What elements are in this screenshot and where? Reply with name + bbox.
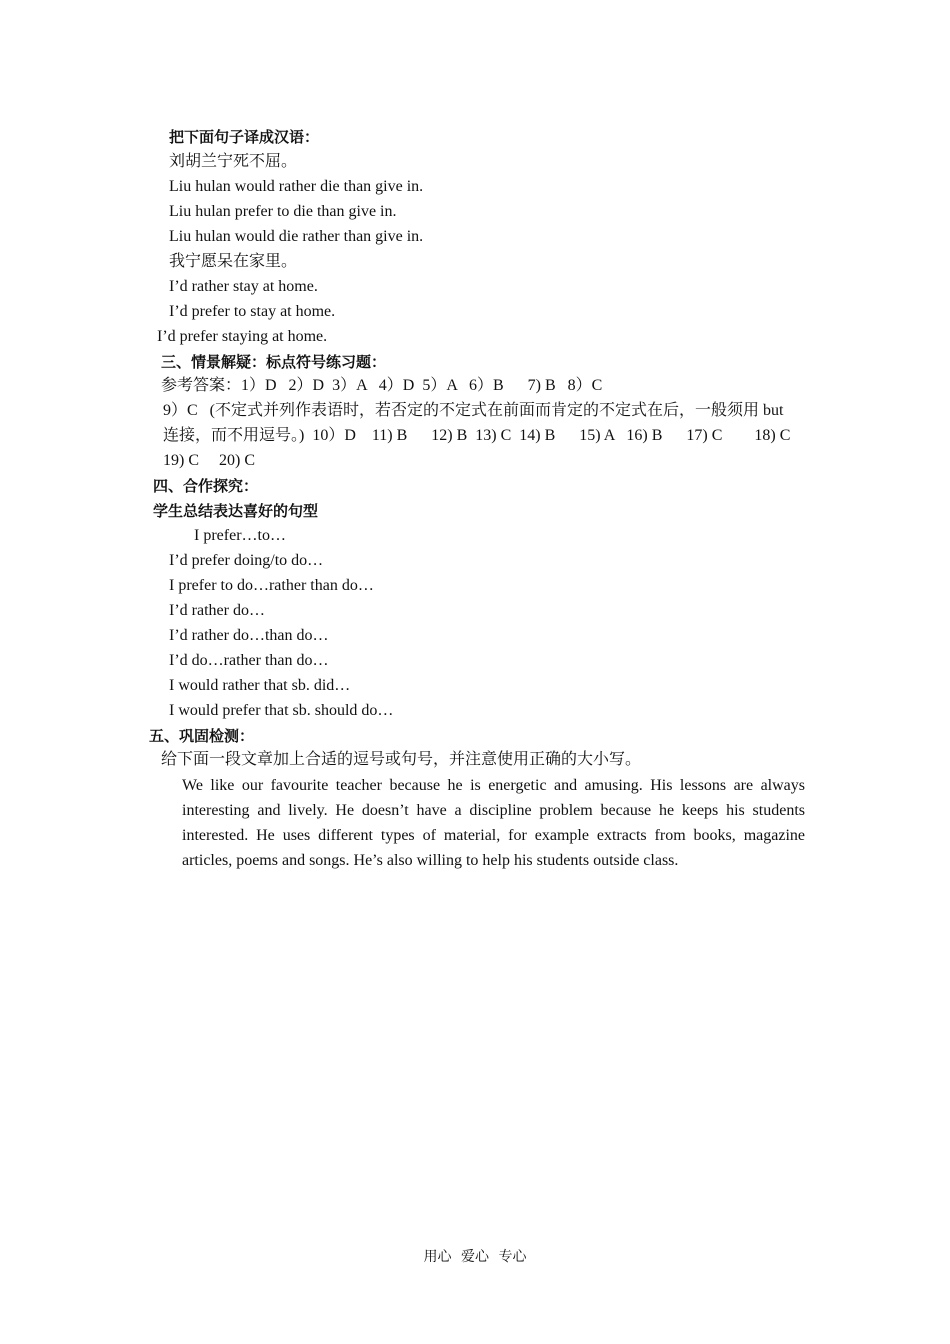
exercise-passage: We like our favourite teacher because he is energetic and amusing. His lessons are always interesting and lively. He doesn’t have a discipline problem because he keeps his students interested. He uses different types of material, for example extracts from books, magazine articles, poems and songs. He’s also willing to help his students outside class. <box>182 777 805 869</box>
pattern-line: I would prefer that sb. should do… <box>169 702 394 719</box>
pattern-line: I would rather that sb. did… <box>169 677 351 694</box>
translate-line: Liu hulan would die rather than give in. <box>169 228 424 245</box>
section-four-heading: 四、合作探究： <box>153 477 259 495</box>
section-three-heading: 三、情景解疑：标点符号练习题： <box>161 353 387 371</box>
pattern-line: I prefer to do…rather than do… <box>169 577 374 594</box>
translate-heading: 把下面句子译成汉语： <box>169 128 320 146</box>
translate-line: 我宁愿呆在家里。 <box>169 253 298 270</box>
pattern-line: I’d prefer doing/to do… <box>169 552 324 569</box>
translate-line: I’d rather stay at home. <box>169 278 318 295</box>
answers-line: 连接，而不用逗号。) 10）D 11) B 12) B 13) C 14) B 15) A 16) B 17) C 18) C <box>163 427 791 444</box>
pattern-line: I prefer…to… <box>194 527 286 544</box>
translate-line: 刘胡兰宁死不屈。 <box>169 153 298 170</box>
section-five-instruction: 给下面一段文章加上合适的逗号或句号，并注意使用正确的大小写。 <box>161 751 642 768</box>
translate-line: I’d prefer staying at home. <box>157 328 328 345</box>
translate-line: Liu hulan prefer to die than give in. <box>169 203 397 220</box>
translate-line: I’d prefer to stay at home. <box>169 303 336 320</box>
pattern-line: I’d rather do…than do… <box>169 627 329 644</box>
answers-line: 19) C 20) C <box>163 452 255 469</box>
section-four-subheading: 学生总结表达喜好的句型 <box>153 502 319 520</box>
pattern-line: I’d do…rather than do… <box>169 652 329 669</box>
answers-line: 9）C (不定式并列作表语时，若否定的不定式在前面而肯定的不定式在后，一般须用 but <box>163 402 784 419</box>
answers-line: 参考答案：1）D 2）D 3）A 4）D 5）A 6）B 7) B 8）C <box>161 377 603 394</box>
translate-line: Liu hulan would rather die than give in. <box>169 178 424 195</box>
section-five-heading: 五、巩固检测： <box>149 727 255 745</box>
pattern-line: I’d rather do… <box>169 602 265 619</box>
page-footer: 用心 爱心 专心 <box>423 1250 527 1265</box>
